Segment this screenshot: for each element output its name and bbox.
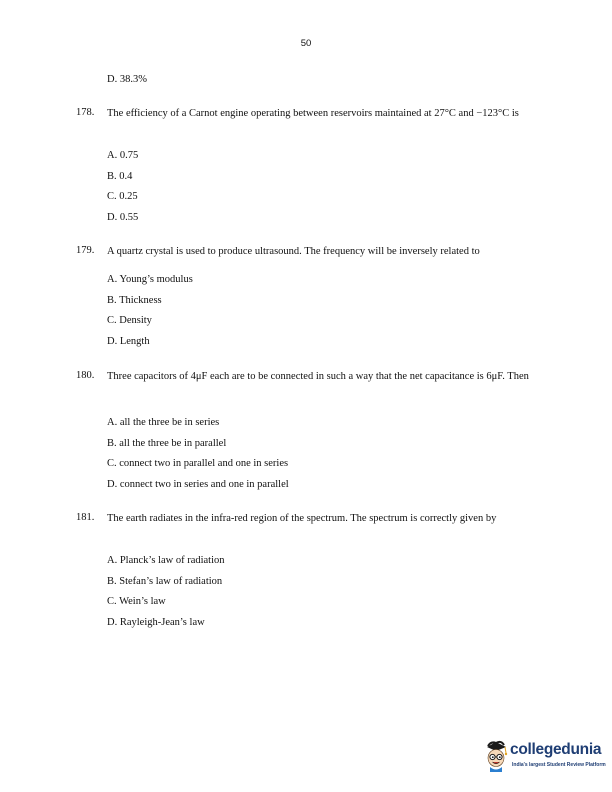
option-c: C. Wein’s law (107, 596, 166, 608)
question-text: The efficiency of a Carnot engine operating between reservoirs maintained at 27°C and −123°C is (107, 108, 519, 119)
option-d: D. 0.55 (107, 211, 139, 223)
question-number: 180. (76, 370, 95, 381)
question-number: 178. (76, 107, 95, 118)
question-number: 179. (76, 245, 95, 256)
option-list (107, 416, 289, 498)
option-c: C. 0.25 (107, 191, 138, 203)
option-a: A. Young’s modulus (107, 274, 193, 285)
option-d: D. Rayleigh-Jean’s law (107, 616, 205, 628)
page-number: 50 (300, 38, 312, 49)
option-list (107, 554, 225, 636)
question-text: A quartz crystal is used to produce ultrasound. The frequency will be inversely related to (107, 246, 480, 257)
logo-tagline: India's largest Student Review Platform (512, 762, 606, 768)
option-b: B. 0.4 (107, 170, 133, 182)
option-b: B. Thickness (107, 294, 162, 306)
option-a: A. 0.75 (107, 150, 139, 161)
question-text: Three capacitors of 4μF each are to be connected in such a way that the net capacitance is 6μF. Then (107, 371, 529, 382)
option-d: D. Length (107, 335, 150, 347)
option-a: A. all the three be in series (107, 417, 220, 428)
question-number: 181. (76, 512, 95, 523)
collegedunia-logo (482, 740, 604, 774)
option-a: A. Planck’s law of radiation (107, 555, 225, 566)
option-b: B. all the three be in parallel (107, 437, 227, 449)
option-d: D. connect two in series and one in parallel (107, 478, 289, 490)
previous-question-option-d: D. 38.3% (107, 74, 147, 85)
question-text: The earth radiates in the infra-red region of the spectrum. The spectrum is correctly given by (107, 513, 497, 524)
option-b: B. Stefan’s law of radiation (107, 575, 223, 587)
option-list (107, 273, 193, 355)
option-c: C. Density (107, 315, 152, 327)
option-list (107, 149, 138, 231)
logo-wordmark: collegedunia (510, 741, 602, 758)
mascot-icon (482, 740, 510, 772)
option-c: C. connect two in parallel and one in series (107, 458, 289, 470)
